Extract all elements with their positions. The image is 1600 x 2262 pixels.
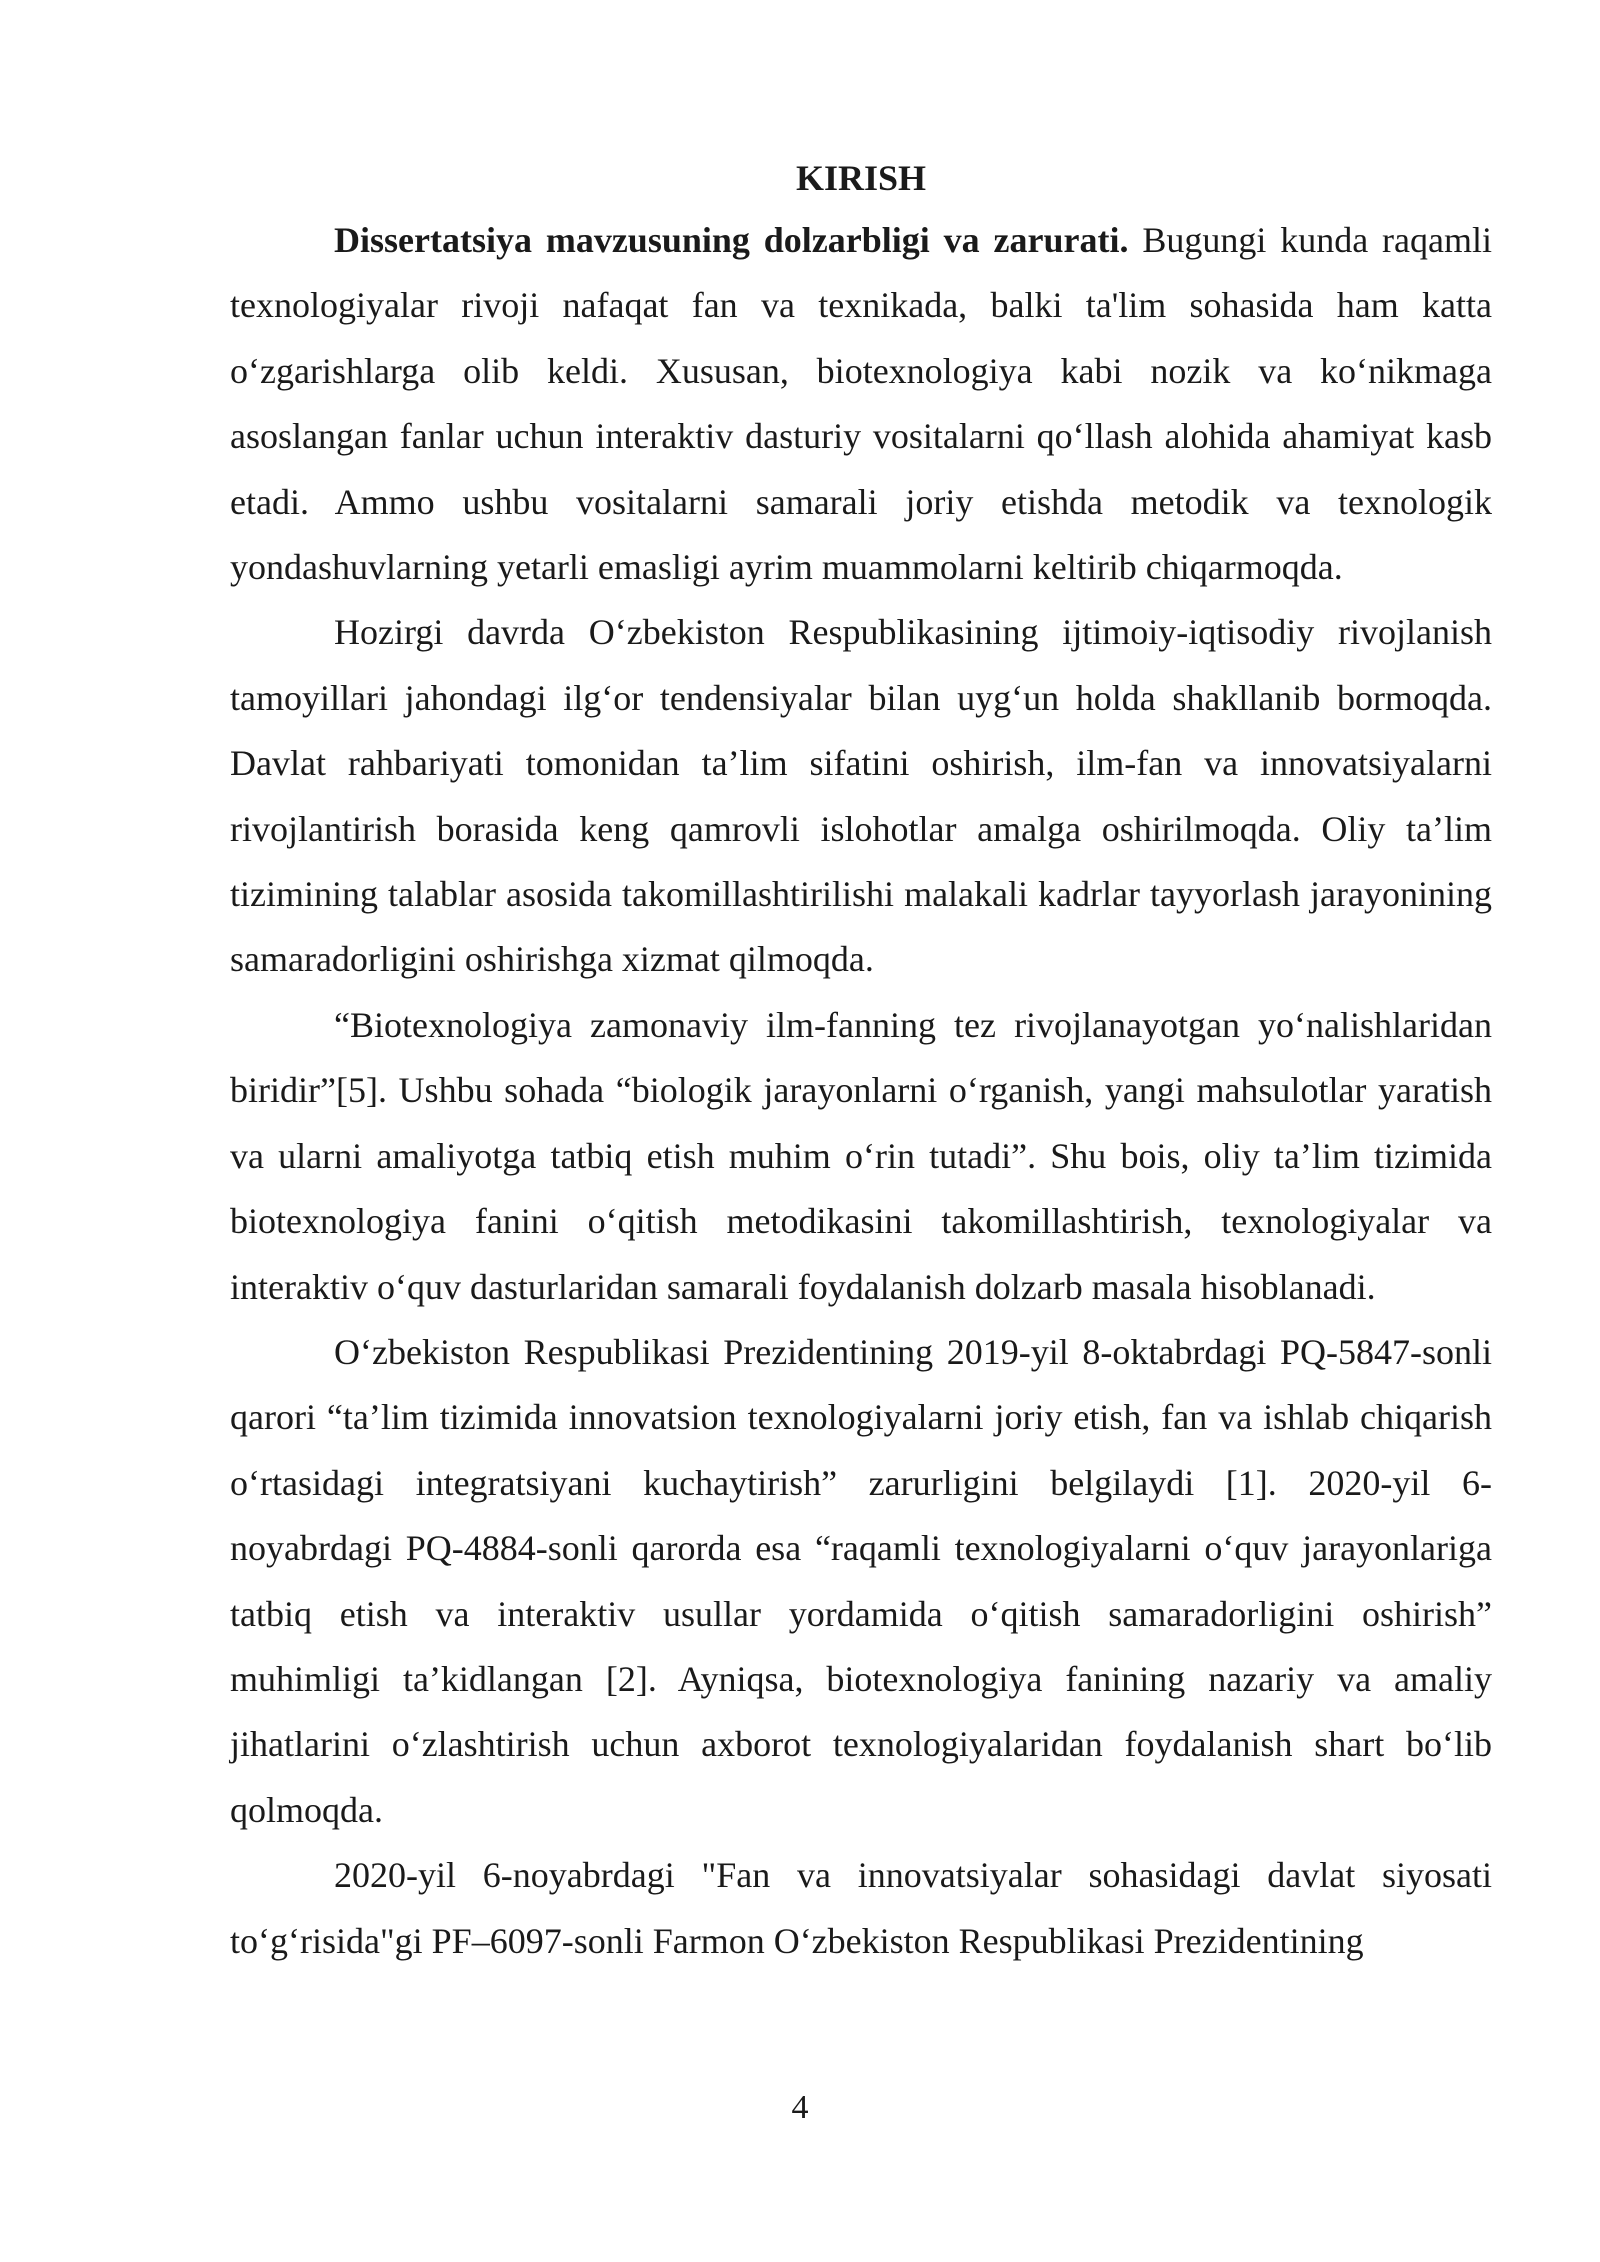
paragraph-lead: Dissertatsiya mavzusuning dolzarbligi va zarurati. bbox=[334, 220, 1129, 260]
paragraph-development: Hozirgi davrda O‘zbekiston Respublikasining ijtimoiy-iqtisodiy rivojlanish tamoyillari jahondagi ilg‘or tendensiyalar bilan uyg‘un holda shakllanib bormoqda. Davlat rahbariyati tomonidan ta’lim sifatini oshirish, ilm-fan va innovatsiyalarni rivojlantirish borasida keng qamrovli islohotlar amalga oshirilmoqda. Oliy ta’lim tizimining talablar asosida takomillashtirilishi malakali kadrlar tayyorlash jarayonining samaradorligini oshirishga xizmat qilmoqda. bbox=[230, 612, 1492, 980]
paragraph-text: Bugungi kunda raqamli texnologiyalar rivoji nafaqat fan va texnikada, balki ta'lim sohasida ham katta o‘zgarishlarga olib keldi. Xususan, biotexnologiya kabi nozik va ko‘nikmaga asoslangan fanlar uchun interaktiv dasturiy vositalarni qo‘llash alohida ahamiyat kasb etadi. Ammo ushbu vositalarni samarali joriy etishda metodik va texnologik yondashuvlarning yetarli emasligi ayrim muammolarni keltirib chiqarmoqda. bbox=[230, 220, 1492, 588]
paragraph-resolutions: O‘zbekiston Respublikasi Prezidentining 2019-yil 8-oktabrdagi PQ-5847-sonli qarori “ta’lim tizimida innovatsion texnologiyalarni joriy etish, fan va ishlab chiqarish o‘rtasidagi integratsiyani kuchaytirish” zarurligini belgilaydi [1]. 2020-yil 6-noyabrdagi PQ-4884-sonli qarorda esa “raqamli texnologiyalarni o‘quv jarayonlariga tatbiq etish va interaktiv usullar yordamida o‘qitish samaradorligini oshirish” muhimligi ta’kidlangan [2]. Ayniqsa, biotexnologiya fanining nazariy va amaliy jihatlarini o‘zlashtirish uchun axborot texnologiyalaridan foydalanish shart bo‘lib qolmoqda. bbox=[230, 1331, 1492, 1830]
paragraph-biotechnology: “Biotexnologiya zamonaviy ilm-fanning tez rivojlanayotgan yo‘nalishlaridan biridir”[5]. Ushbu sohada “biologik jarayonlarni o‘rganish, yangi mahsulotlar yaratish va ularni amaliyotga tatbiq etish muhim o‘rin tutadi”. Shu bois, oliy ta’lim tizimida biotexnologiya fanini o‘qitish metodikasini takomillashtirish, texnologiyalar va interaktiv o‘quv dasturlaridan samarali foydalanish dolzarb masala hisoblanadi. bbox=[230, 1004, 1492, 1307]
paragraph-relevance bbox=[230, 208, 1492, 600]
section-heading: KIRISH bbox=[795, 158, 927, 198]
paragraph-decree: 2020-yil 6-noyabrdagi "Fan va innovatsiyalar sohasidagi davlat siyosati to‘g‘risida"gi PF–6097-sonli Farmon O‘zbekiston Respublikasi Prezidentining bbox=[230, 1855, 1492, 1961]
page-content bbox=[230, 148, 1492, 1974]
page-number: 4 bbox=[791, 2089, 809, 2126]
